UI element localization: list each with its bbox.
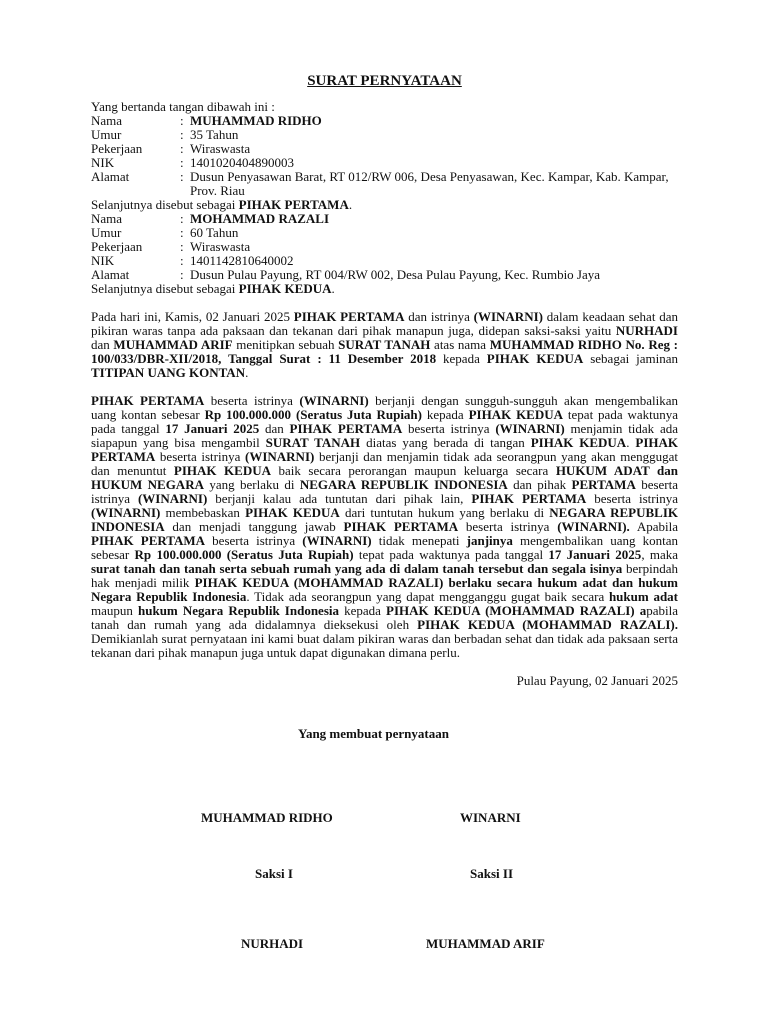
- paragraph-segment: HUKUM ADAT dan HUKUM NEGARA: [91, 463, 678, 492]
- document-page: [91, 70, 678, 688]
- field-label: Pekerjaan: [91, 239, 143, 254]
- witness-two-name: MUHAMMAD ARIF: [426, 936, 545, 951]
- paragraph-segment: atas nama: [430, 337, 490, 352]
- paragraph-segment: Pada hari ini, Kamis, 02 Januari 2025: [91, 309, 294, 324]
- field-value: 1401142810640002: [190, 253, 294, 268]
- paragraph-segment: mengembalikan uang kontan sebesar: [91, 533, 678, 562]
- field-label: NIK: [91, 155, 115, 170]
- paragraph-segment: kepada: [339, 603, 387, 618]
- witness-one-label: Saksi I: [255, 866, 293, 881]
- paragraph-entrustment: [91, 310, 678, 380]
- paragraph-segment: hukum Negara Republik Indonesia: [138, 603, 339, 618]
- field-value: Dusun Penyasawan Barat, RT 012/RW 006, Desa Penyasawan, Kec. Kampar, Kab. Kampar, Prov. Riau: [190, 169, 669, 198]
- paragraph-segment: beserta istrinya: [155, 449, 245, 464]
- paragraph-segment: PIHAK PERTAMA: [91, 435, 678, 464]
- paragraph-segment: hukum adat: [608, 589, 679, 604]
- paragraph-segment: NEGARA REPUBLIK INDONESIA: [91, 505, 678, 534]
- paragraph-segment: sebagai jaminan: [583, 351, 679, 366]
- field-value: 35 Tahun: [190, 127, 239, 142]
- paragraph-segment: Rp 100.000.000 (Seratus Juta Rupiah): [204, 407, 422, 422]
- paragraph-segment: diatas yang berada di tangan: [360, 435, 531, 450]
- field-label: NIK: [91, 253, 115, 268]
- paragraph-segment: berjanji dan menjamin tidak ada seorangpun yang akan menggugat dan menuntut: [91, 449, 679, 478]
- field-value: MUHAMMAD RIDHO: [190, 113, 322, 128]
- paragraph-segment: kepada: [422, 407, 469, 422]
- field-colon: :: [180, 253, 184, 268]
- paragraph-segment: berpindah hak menjadi milik: [91, 561, 678, 590]
- field-row: [91, 156, 678, 170]
- field-label: Pekerjaan: [91, 141, 143, 156]
- witness-one-name: NURHADI: [241, 936, 304, 951]
- paragraph-segment: menitipkan sebuah: [232, 337, 339, 352]
- paragraph-segment: NEGARA REPUBLIK INDONESIA: [299, 477, 508, 492]
- document-title: SURAT PERNYATAAN: [307, 73, 462, 89]
- field-label: Umur: [91, 225, 122, 240]
- paragraph-segment: SURAT TANAH: [338, 337, 431, 352]
- field-colon: :: [180, 155, 184, 170]
- paragraph-segment: PIHAK PERTAMA: [91, 393, 205, 408]
- paragraph-segment: .: [245, 365, 249, 380]
- signer-one-name: MUHAMMAD RIDHO: [201, 810, 333, 825]
- paragraph-segment: tidak menepati: [371, 533, 467, 548]
- intro-text: Yang bertanda tangan dibawah ini :: [91, 99, 275, 114]
- field-colon: :: [180, 225, 184, 240]
- paragraph-segment: (WINARNI): [299, 393, 369, 408]
- field-row: [91, 128, 678, 142]
- paragraph-segment: .: [626, 435, 636, 450]
- paragraph-segment: PIHAK PERTAMA: [289, 421, 403, 436]
- field-label: Nama: [91, 211, 123, 226]
- paragraph-segment: kepada: [436, 351, 487, 366]
- field-row: [91, 170, 678, 198]
- field-value: Wiraswasta: [190, 239, 251, 254]
- field-row: [91, 268, 678, 282]
- paragraph-segment: PIHAK KEDUA: [468, 407, 564, 422]
- field-value: 1401020404890003: [190, 155, 294, 170]
- paragraph-segment: MUHAMMAD RIDHO No. Reg : 100/033/DBR-XII/2018, Tanggal Surat : 11 Desember 2018: [91, 337, 678, 366]
- paragraph-segment: PIHAK PERTAMA: [293, 309, 405, 324]
- party-two-designation: Selanjutnya disebut sebagai PIHAK KEDUA.: [91, 281, 335, 296]
- paragraph-segment: dan pihak: [507, 477, 572, 492]
- field-colon: :: [180, 267, 184, 282]
- paragraph-segment: baik secara perorangan maupun keluarga secara: [271, 463, 556, 478]
- paragraph-segment: NURHADI: [615, 323, 678, 338]
- paragraph-segment: Rp 100.000.000 (Seratus Juta Rupiah): [134, 547, 354, 562]
- field-label: Alamat: [91, 267, 130, 282]
- paragraph-segment: PIHAK KEDUA (MOHAMMAD RAZALI).: [417, 617, 678, 632]
- paragraph-segment: PIHAK PERTAMA: [343, 519, 459, 534]
- paragraph-segment: menjamin tidak ada siapapun yang bisa mengambil: [91, 421, 678, 450]
- field-row: [91, 212, 678, 226]
- paragraph-segment: 17 Januari 2025: [548, 547, 642, 562]
- witness-two-label: Saksi II: [470, 866, 513, 881]
- paragraph-segment: dalam keadaan sehat dan pikiran waras tanpa ada paksaan dan tekanan dari pihak manapun juga, didepan saksi-saksi yaitu: [91, 309, 678, 338]
- paragraph-segment: 17 Januari 2025: [165, 421, 260, 436]
- field-colon: :: [180, 239, 184, 254]
- paragraph-segment: tepat pada waktunya pada tanggal: [91, 407, 679, 436]
- field-colon: :: [180, 169, 184, 184]
- paragraph-segment: dan menjadi tanggung jawab: [164, 519, 344, 534]
- paragraph-segment: (WINARNI): [245, 449, 315, 464]
- paragraph-segment: membebaskan: [160, 505, 246, 520]
- field-colon: :: [180, 141, 184, 156]
- paragraph-segment: pabila tanah dan rumah yang ada didalamnya dieksekusi oleh: [91, 603, 678, 632]
- paragraph-segment: PIHAK KEDUA (MOHAMMAD RAZALI) berlaku secara hukum adat dan hukum Negara Republik Indonesia: [91, 575, 678, 604]
- field-row: [91, 240, 678, 254]
- paragraph-segment: janjinya: [466, 533, 513, 548]
- party-one-details: [91, 114, 678, 198]
- paragraph-segment: beserta istrinya: [586, 491, 678, 506]
- paragraph-segment: dan istrinya: [404, 309, 474, 324]
- paragraph-segment: . Tidak ada seorangpun yang dapat mengganggu gugat baik secara: [246, 589, 609, 604]
- field-value: 60 Tahun: [190, 225, 239, 240]
- field-value: Dusun Pulau Payung, RT 004/RW 002, Desa Pulau Payung, Kec. Rumbio Jaya: [190, 267, 601, 282]
- paragraph-segment: MUHAMMAD ARIF: [113, 337, 233, 352]
- paragraph-segment: , maka: [641, 547, 678, 562]
- field-row: [91, 254, 678, 268]
- field-colon: :: [180, 113, 184, 128]
- field-row: [91, 114, 678, 128]
- paragraph-segment: PIHAK KEDUA: [486, 351, 584, 366]
- paragraph-segment: (WINARNI).: [557, 519, 630, 534]
- paragraph-segment: TITIPAN UANG KONTAN: [91, 365, 246, 380]
- paragraph-segment: PERTAMA: [571, 477, 636, 492]
- paragraph-segment: PIHAK KEDUA (MOHAMMAD RAZALI) a: [386, 603, 647, 618]
- field-row: [91, 226, 678, 240]
- field-label: Nama: [91, 113, 123, 128]
- paragraph-segment: (WINARNI): [91, 505, 161, 520]
- field-label: Umur: [91, 127, 122, 142]
- paragraph-segment: SURAT TANAH: [265, 435, 361, 450]
- place-date: Pulau Payung, 02 Januari 2025: [516, 673, 678, 688]
- maker-label: Yang membuat pernyataan: [298, 726, 449, 741]
- paragraph-segment: beserta istrinya: [205, 533, 303, 548]
- paragraph-segment: beserta istrinya: [458, 519, 558, 534]
- signer-two-name: WINARNI: [460, 810, 521, 825]
- paragraph-segment: beserta istrinya: [402, 421, 496, 436]
- paragraph-segment: (WINARNI): [473, 309, 543, 324]
- paragraph-segment: PIHAK KEDUA: [530, 435, 627, 450]
- paragraph-segment: yang berlaku di: [203, 477, 300, 492]
- paragraph-segment: maupun: [91, 603, 138, 618]
- field-label: Alamat: [91, 169, 130, 184]
- paragraph-segment: PIHAK PERTAMA: [91, 533, 206, 548]
- paragraph-segment: (WINARNI): [302, 533, 372, 548]
- party-one-designation: Selanjutnya disebut sebagai PIHAK PERTAMA.: [91, 197, 353, 212]
- paragraph-segment: surat tanah dan tanah serta sebuah rumah yang ada di dalam tanah tersebut dan segala isinya: [91, 561, 623, 576]
- paragraph-segment: beserta istrinya: [204, 393, 300, 408]
- paragraph-segment: dari tuntutan hukum yang berlaku di: [339, 505, 550, 520]
- paragraph-segment: tepat pada waktunya pada tanggal: [353, 547, 549, 562]
- paragraph-segment: (WINARNI): [495, 421, 565, 436]
- paragraph-segment: berjanji dengan sungguh-sungguh akan mengembalikan uang kontan sebesar: [91, 393, 678, 422]
- paragraph-segment: berjanji kalau ada tuntutan dari pihak lain,: [207, 491, 472, 506]
- paragraph-segment: Demikianlah surat pernyataan ini kami buat dalam pikiran waras dan berbadan sehat dan tidak ada paksaan serta tekanan dari pihak manapun juga untuk dapat digunakan dimana perlu.: [91, 631, 678, 660]
- field-colon: :: [180, 211, 184, 226]
- paragraph-agreement: [91, 394, 678, 660]
- paragraph-segment: dan: [91, 337, 114, 352]
- paragraph-segment: beserta istrinya: [91, 477, 679, 506]
- field-value: Wiraswasta: [190, 141, 251, 156]
- paragraph-segment: (WINARNI): [137, 491, 208, 506]
- field-colon: :: [180, 127, 184, 142]
- paragraph-segment: PIHAK PERTAMA: [471, 491, 587, 506]
- field-value: MOHAMMAD RAZALI: [190, 211, 330, 226]
- paragraph-segment: dan: [259, 421, 290, 436]
- field-row: [91, 142, 678, 156]
- party-two-details: [91, 212, 678, 282]
- paragraph-segment: Apabila: [629, 519, 678, 534]
- paragraph-segment: PIHAK KEDUA: [173, 463, 271, 478]
- paragraph-segment: PIHAK KEDUA: [245, 505, 340, 520]
